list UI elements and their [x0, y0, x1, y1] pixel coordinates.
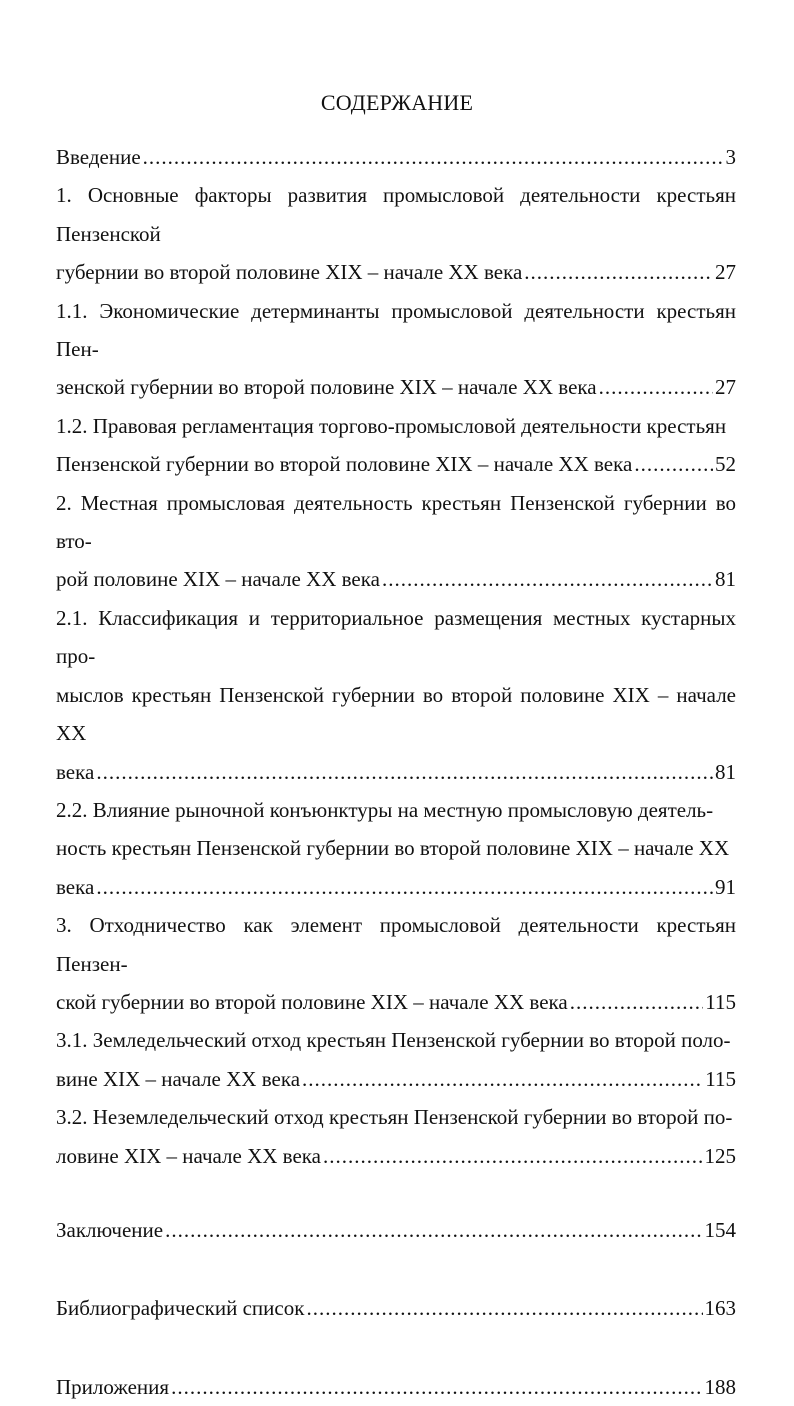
toc-entry-text: 3. Отходничество как элемент промысловой деятельности крестьян Пензен- [56, 913, 736, 976]
toc-page-number: 27 [715, 375, 736, 400]
toc-entry-section-3-1[interactable] [56, 1021, 736, 1098]
toc-entry-text: 2. Местная промысловая деятельность крестьян Пензенской губернии во вто- [56, 490, 736, 554]
toc-page-number: 91 [715, 874, 736, 899]
dot-leader [143, 138, 724, 176]
dot-leader [96, 753, 713, 791]
dot-leader [634, 445, 713, 483]
toc-entry-label: ловине XIX – начале XX века [56, 1143, 322, 1168]
dot-leader [323, 1137, 702, 1175]
toc-entry-section-2-2[interactable] [56, 791, 736, 906]
toc-entry-label: Приложения [56, 1374, 170, 1399]
toc-entry-text: 3.1. Земледельческий отход крестьян Пензенской губернии во второй поло- [56, 1028, 731, 1053]
dot-leader [165, 1211, 702, 1249]
toc-entry-text: 1. Основные факторы развития промысловой деятельности крестьян Пензенской [56, 183, 736, 246]
toc-entry-chapter-2[interactable] [56, 484, 736, 599]
dot-leader [96, 868, 713, 906]
toc-page-number: 115 [705, 1066, 736, 1091]
toc-entry-text: 2.2. Влияние рыночной конъюнктуры на местную промысловую деятель- [56, 797, 714, 822]
toc-entry-text: 2.1. Классификация и территориальное размещения местных кустарных про- [56, 605, 736, 669]
toc-page-number: 154 [704, 1217, 736, 1242]
toc-page-number: 188 [704, 1374, 736, 1399]
toc-page-number: 115 [705, 989, 736, 1014]
toc-entry-text: ность крестьян Пензенской губернии во второй половине XIX – начале XX [56, 836, 730, 861]
toc-entry-section-1-2[interactable] [56, 407, 736, 484]
toc-entry-text: 1.1. Экономические детерминанты промысловой деятельности крестьян Пен- [56, 298, 736, 362]
dot-leader [570, 983, 704, 1021]
toc-entry-label: рой половине XIX – начале XX века [56, 567, 380, 592]
toc-page-number: 27 [715, 260, 736, 285]
toc-entry-section-1-1[interactable] [56, 292, 736, 407]
toc-page-number: 3 [725, 145, 736, 169]
toc-entry-label: Библиографический список [56, 1296, 305, 1321]
toc-entry-label: века [56, 874, 95, 899]
toc-entry-conclusion[interactable] [56, 1211, 736, 1249]
toc-page-number: 52 [715, 452, 736, 477]
toc-entry-label: ской губернии во второй половине XIX – начале XX века [56, 989, 568, 1014]
toc-entry-text: мыслов крестьян Пензенской губернии во второй половине XIX – начале XX [56, 682, 736, 746]
toc-entry-section-3-2[interactable] [56, 1098, 736, 1175]
dot-leader [524, 253, 713, 291]
toc-entry-text: 3.2. Неземледельческий отход крестьян Пензенской губернии во второй по- [56, 1105, 733, 1130]
table-of-contents [56, 138, 736, 1406]
toc-page-number: 81 [715, 759, 736, 784]
dot-leader [599, 368, 713, 406]
toc-entry-label: губернии во второй половине XIX – начале XX века [56, 260, 523, 285]
toc-entry-bibliography[interactable] [56, 1289, 736, 1327]
toc-entry-label: века [56, 759, 95, 784]
toc-entry-section-2-1[interactable] [56, 599, 736, 791]
toc-entry-label: вине XIX – начале XX века [56, 1066, 301, 1091]
page-title: СОДЕРЖАНИЕ [320, 90, 474, 115]
toc-entry-chapter-1[interactable] [56, 176, 736, 291]
toc-entry-label: Введение [56, 145, 141, 169]
toc-page-number: 125 [704, 1143, 736, 1168]
toc-entry-introduction[interactable] [56, 138, 736, 176]
toc-entry-label: Заключение [56, 1217, 164, 1242]
toc-page-number: 163 [704, 1296, 736, 1321]
toc-page-number: 81 [715, 567, 736, 592]
dot-leader [302, 1060, 703, 1098]
toc-entry-text: 1.2. Правовая регламентация торгово-промысловой деятельности крестьян [56, 413, 727, 438]
dot-leader [382, 560, 713, 598]
dot-leader [306, 1289, 702, 1327]
toc-entry-appendices[interactable] [56, 1368, 736, 1406]
toc-entry-chapter-3[interactable] [56, 906, 736, 1021]
toc-entry-label: Пензенской губернии во второй половине XIX – начале XX века [56, 452, 633, 477]
toc-entry-label: зенской губернии во второй половине XIX – начале XX века [56, 375, 597, 400]
dot-leader [171, 1368, 702, 1406]
